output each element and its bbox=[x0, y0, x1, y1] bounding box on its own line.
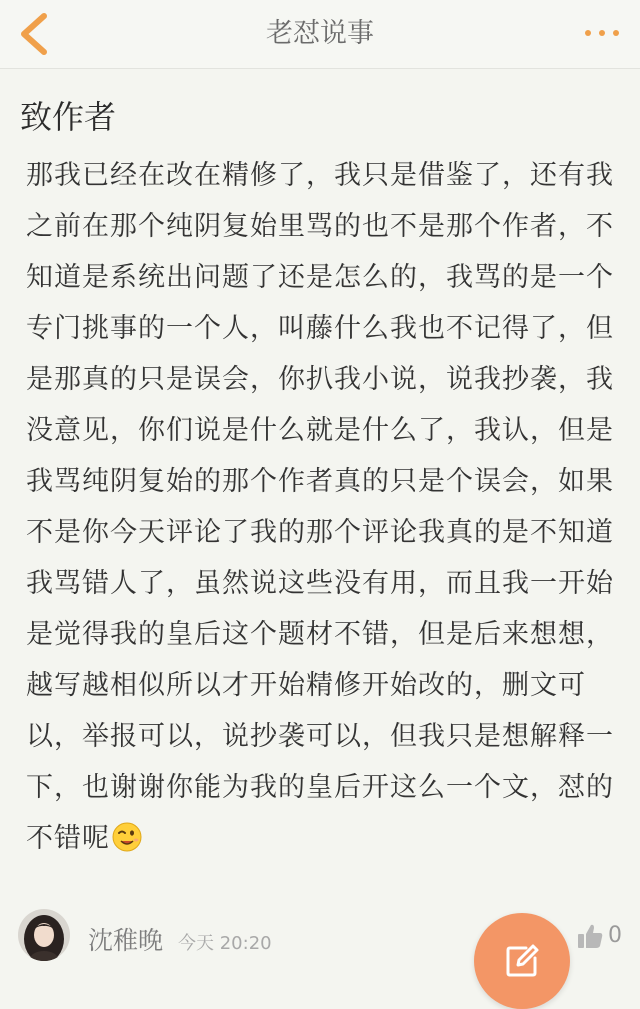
author-name[interactable]: 沈稚晚 bbox=[88, 926, 164, 955]
winking-face-emoji bbox=[112, 818, 142, 848]
post-body-text: 那我已经在改在精修了，我只是借鉴了，还有我之前在那个纯阴复始里骂的也不是那个作者，不知道是系统出问题了还是怎么的，我骂的是一个专门挑事的一个人，叫藤什么我也不记得了，但是那真的只是误会，你扒我小说，说我抄袭，我没意见，你们说是什么就是什么了，我认，但是我骂纯阴复始的那个作者真的只是个误会，如果不是你今天评论了我的那个评论我真的是不知道我骂错人了，虽然说这些没有用，而且我一开始是觉得我的皇后这个题材不错，但是后来想想，越写越相似所以才开始精修开始改的，删文可以，举报可以，说抄袭可以，但我只是想解释一下，也谢谢你能为我的皇后开这么一个文，怼的不错呢 bbox=[26, 160, 614, 854]
chevron-left-icon bbox=[14, 10, 54, 58]
post-title: 致作者 bbox=[20, 98, 117, 136]
avatar[interactable] bbox=[18, 909, 70, 961]
more-button[interactable] bbox=[582, 22, 622, 44]
thumbs-up-icon bbox=[576, 922, 604, 950]
author-info bbox=[18, 909, 418, 965]
page-title: 老怼说事 bbox=[266, 18, 374, 49]
more-dots-icon bbox=[582, 22, 622, 44]
like-button[interactable] bbox=[576, 922, 636, 954]
post-body bbox=[26, 150, 616, 864]
edit-icon bbox=[504, 943, 540, 979]
back-button[interactable] bbox=[14, 10, 54, 58]
compose-button[interactable] bbox=[474, 913, 570, 1009]
post-time: 今天 20:20 bbox=[178, 933, 272, 954]
top-bar bbox=[0, 0, 640, 69]
like-count: 0 bbox=[608, 923, 622, 948]
